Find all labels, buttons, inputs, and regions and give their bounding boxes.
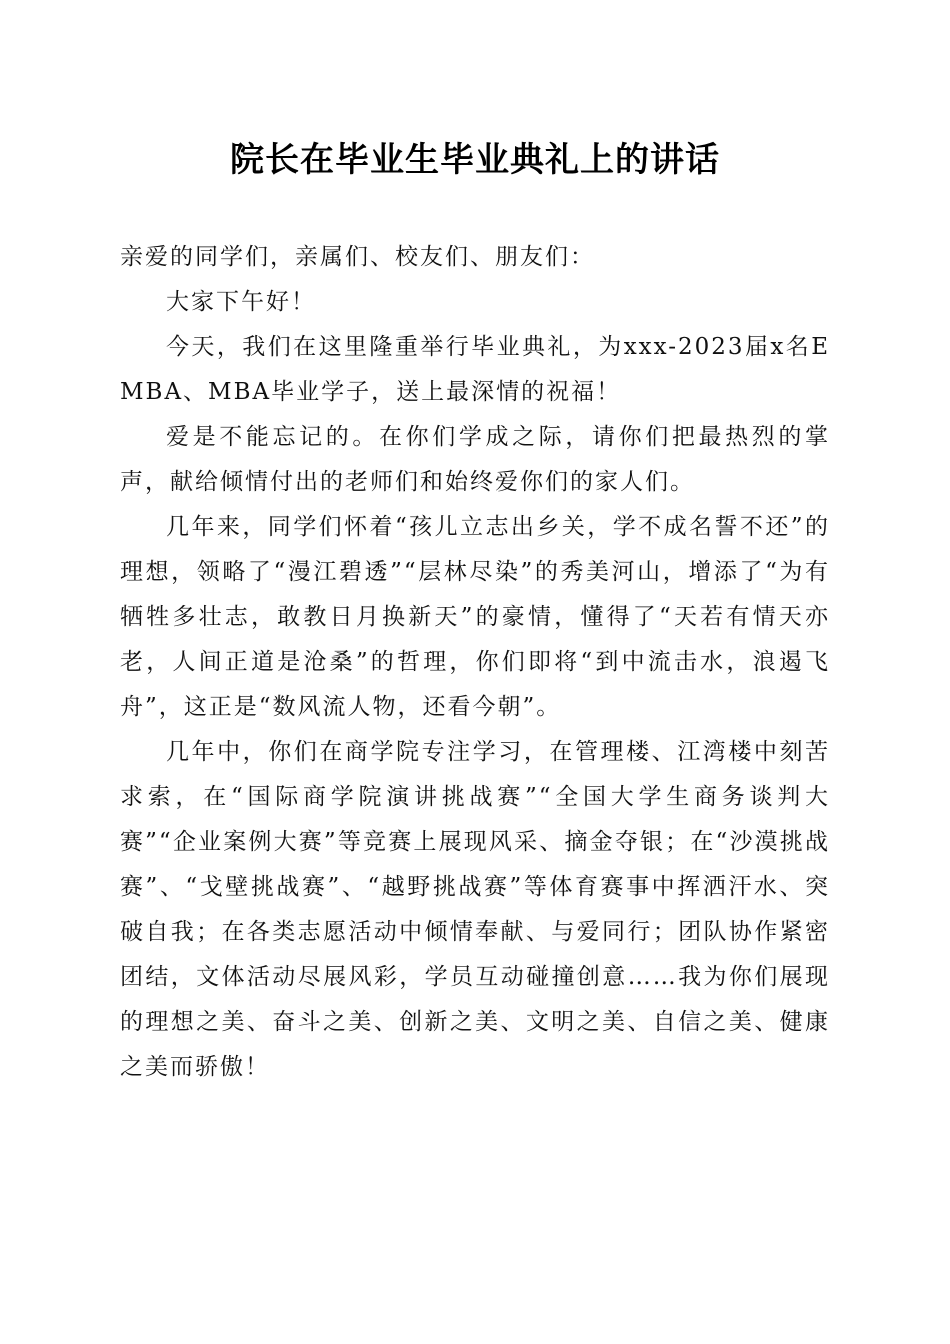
paragraph-ceremony: 今天，我们在这里隆重举行毕业典礼，为xxx-2023届x名EMBA、MBA毕业学子，送上最深情的祝福！: [120, 334, 830, 405]
paragraph-gratitude: 爱是不能忘记的。在你们学成之际，请你们把最热烈的掌声，献给倾情付出的老师们和始终爱你们的家人们。: [120, 424, 830, 495]
salutation: 亲爱的同学们，亲属们、校友们、朋友们：: [120, 244, 595, 270]
paragraph-greeting: 大家下午好！: [166, 289, 316, 315]
document-body: [120, 235, 830, 1090]
paragraph-achievements: 几年中，你们在商学院专注学习，在管理楼、江湾楼中刻苦求索，在“国际商学院演讲挑战赛”“全国大学生商务谈判大赛”“企业案例大赛”等竞赛上展现风采、摘金夺银；在“沙漠挑战赛”、“戈壁挑战赛”、“越野挑战赛”等体育赛事中挥洒汗水、突破自我；在各类志愿活动中倾情奉献、与爱同行；团队协作紧密团结，文体活动尽展风彩，学员互动碰撞创意……我为你们展现的理想之美、奋斗之美、创新之美、文明之美、自信之美、健康之美而骄傲！: [120, 739, 830, 1080]
paragraph-ideals: 几年来，同学们怀着“孩儿立志出乡关，学不成名誓不还”的理想，领略了“漫江碧透”“层林尽染”的秀美河山，增添了“为有牺牲多壮志，敢教日月换新天”的豪情，懂得了“天若有情天亦老，人间正道是沧桑”的哲理，你们即将“到中流击水，浪遏飞舟”，这正是“数风流人物，还看今朝”。: [120, 514, 830, 720]
document-title: 院长在毕业生毕业典礼上的讲话: [230, 140, 720, 180]
